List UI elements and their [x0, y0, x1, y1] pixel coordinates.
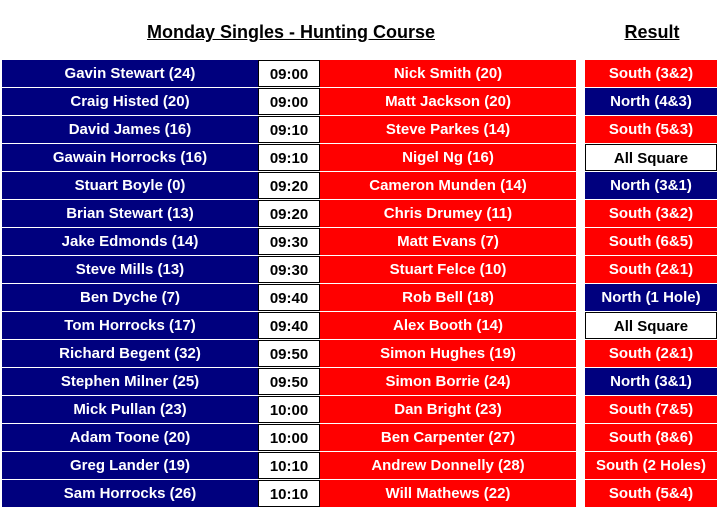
north-player-cell: Richard Begent (32): [2, 340, 258, 367]
tee-time-cell: 10:10: [258, 480, 320, 507]
tee-time-cell: 09:30: [258, 256, 320, 283]
result-cell: North (4&3): [585, 88, 717, 115]
north-player-cell: Steve Mills (13): [2, 256, 258, 283]
match-table: [0, 60, 722, 508]
result-cell: South (8&6): [585, 424, 717, 451]
tee-time-cell: 09:20: [258, 172, 320, 199]
match-row: [0, 480, 722, 508]
result-cell: South (3&2): [585, 60, 717, 87]
north-player-cell: Craig Histed (20): [2, 88, 258, 115]
south-player-cell: Ben Carpenter (27): [320, 424, 576, 451]
north-player-cell: Stephen Milner (25): [2, 368, 258, 395]
tee-time-cell: 09:30: [258, 228, 320, 255]
north-player-cell: Ben Dyche (7): [2, 284, 258, 311]
match-row: [0, 200, 722, 228]
result-cell: North (3&1): [585, 368, 717, 395]
result-cell: All Square: [585, 144, 717, 171]
north-player-cell: Gavin Stewart (24): [2, 60, 258, 87]
tee-time-cell: 10:10: [258, 452, 320, 479]
south-player-cell: Matt Jackson (20): [320, 88, 576, 115]
result-cell: All Square: [585, 312, 717, 339]
south-player-cell: Simon Hughes (19): [320, 340, 576, 367]
tee-time-cell: 09:40: [258, 284, 320, 311]
north-player-cell: Adam Toone (20): [2, 424, 258, 451]
north-player-cell: Sam Horrocks (26): [2, 480, 258, 507]
south-player-cell: Andrew Donnelly (28): [320, 452, 576, 479]
result-cell: South (3&2): [585, 200, 717, 227]
north-player-cell: Mick Pullan (23): [2, 396, 258, 423]
match-row: [0, 452, 722, 480]
tee-time-cell: 09:10: [258, 144, 320, 171]
match-row: [0, 256, 722, 284]
tee-time-cell: 09:20: [258, 200, 320, 227]
match-row: [0, 228, 722, 256]
match-row: [0, 144, 722, 172]
tee-time-cell: 09:00: [258, 60, 320, 87]
tee-time-cell: 10:00: [258, 424, 320, 451]
south-player-cell: Nick Smith (20): [320, 60, 576, 87]
south-player-cell: Cameron Munden (14): [320, 172, 576, 199]
result-cell: South (2 Holes): [585, 452, 717, 479]
match-row: [0, 284, 722, 312]
north-player-cell: Stuart Boyle (0): [2, 172, 258, 199]
south-player-cell: Alex Booth (14): [320, 312, 576, 339]
result-cell: North (3&1): [585, 172, 717, 199]
tee-time-cell: 09:10: [258, 116, 320, 143]
south-player-cell: Chris Drumey (11): [320, 200, 576, 227]
tee-time-cell: 10:00: [258, 396, 320, 423]
north-player-cell: Tom Horrocks (17): [2, 312, 258, 339]
north-player-cell: Jake Edmonds (14): [2, 228, 258, 255]
south-player-cell: Nigel Ng (16): [320, 144, 576, 171]
match-row: [0, 340, 722, 368]
result-cell: South (2&1): [585, 340, 717, 367]
south-player-cell: Steve Parkes (14): [320, 116, 576, 143]
page-title: Monday Singles - Hunting Course: [146, 22, 435, 42]
south-player-cell: Rob Bell (18): [320, 284, 576, 311]
result-cell: South (5&3): [585, 116, 717, 143]
south-player-cell: Will Mathews (22): [320, 480, 576, 507]
result-cell: South (2&1): [585, 256, 717, 283]
north-player-cell: David James (16): [2, 116, 258, 143]
match-row: [0, 60, 722, 88]
result-cell: South (5&4): [585, 480, 717, 507]
match-row: [0, 424, 722, 452]
tee-time-cell: 09:40: [258, 312, 320, 339]
match-row: [0, 396, 722, 424]
result-cell: North (1 Hole): [585, 284, 717, 311]
match-row: [0, 88, 722, 116]
tee-time-cell: 09:00: [258, 88, 320, 115]
match-row: [0, 116, 722, 144]
tee-time-cell: 09:50: [258, 340, 320, 367]
result-cell: South (7&5): [585, 396, 717, 423]
tee-time-cell: 09:50: [258, 368, 320, 395]
match-row: [0, 368, 722, 396]
match-row: [0, 312, 722, 340]
south-player-cell: Dan Bright (23): [320, 396, 576, 423]
match-row: [0, 172, 722, 200]
south-player-cell: Matt Evans (7): [320, 228, 576, 255]
north-player-cell: Gawain Horrocks (16): [2, 144, 258, 171]
result-cell: South (6&5): [585, 228, 717, 255]
north-player-cell: Greg Lander (19): [2, 452, 258, 479]
south-player-cell: Stuart Felce (10): [320, 256, 576, 283]
south-player-cell: Simon Borrie (24): [320, 368, 576, 395]
north-player-cell: Brian Stewart (13): [2, 200, 258, 227]
result-column-header: Result: [624, 22, 680, 42]
